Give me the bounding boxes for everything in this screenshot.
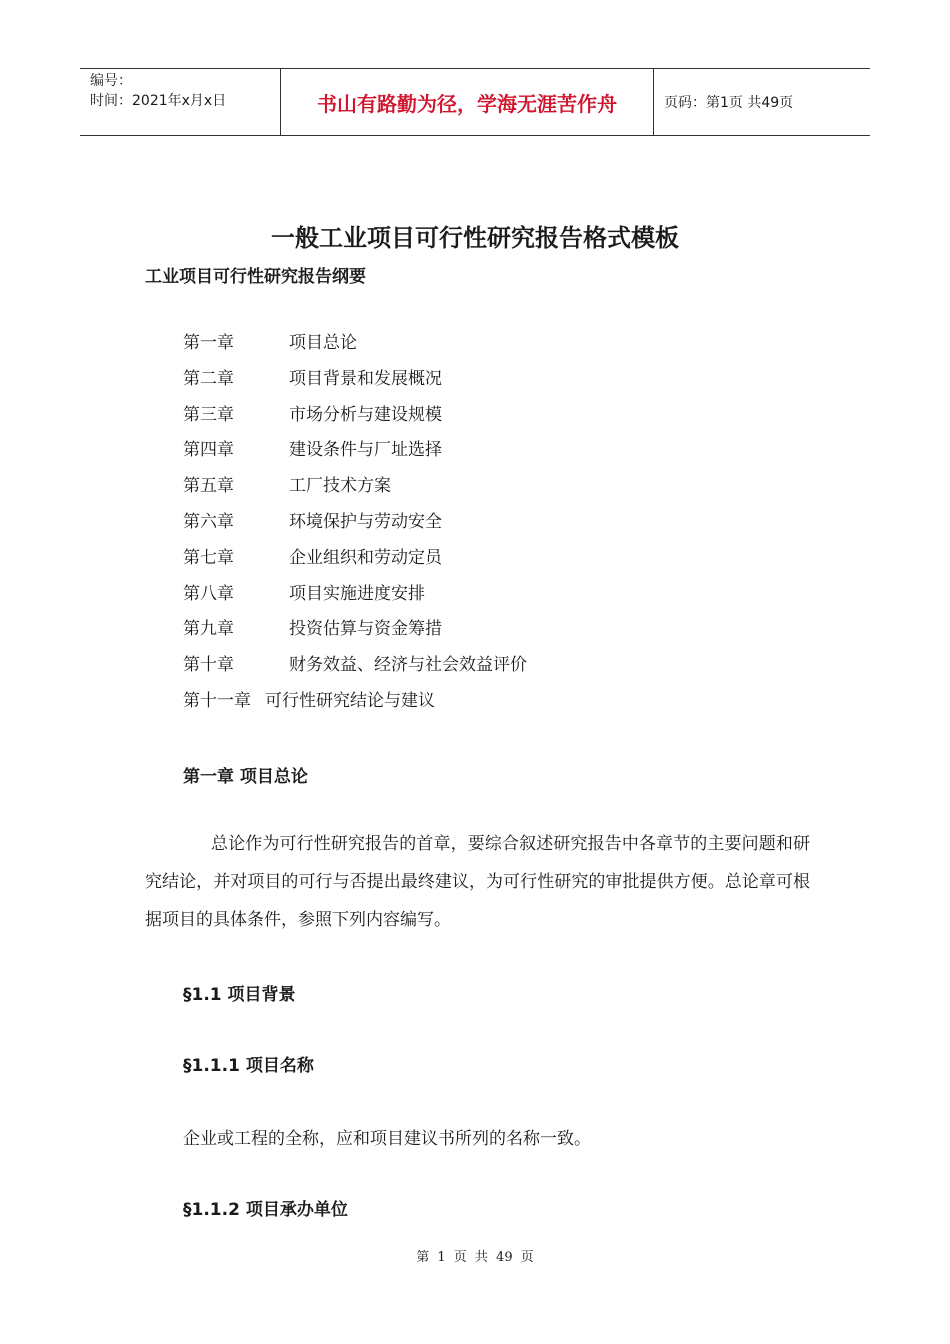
toc-item: [183, 402, 527, 438]
toc-chapter-number: 第七章: [183, 547, 234, 568]
toc-item: [183, 437, 527, 473]
toc-item: [183, 581, 527, 617]
toc-item: [183, 688, 527, 724]
toc-chapter-number: 第四章: [183, 440, 234, 461]
toc-chapter-title: 项目背景和发展概况: [289, 368, 442, 389]
toc-chapter-title: 建设条件与厂址选择: [289, 440, 442, 461]
toc-item: [183, 616, 527, 652]
header-page-info: 页码：第1页 共49页: [664, 95, 794, 111]
section-1-1-1-heading: §1.1.1 项目名称: [183, 1056, 314, 1076]
document-subtitle: 工业项目可行性研究报告纲要: [145, 267, 366, 287]
toc-item: [183, 509, 527, 545]
toc-chapter-number: 第二章: [183, 368, 234, 389]
toc-chapter-number: 第十章: [183, 655, 234, 676]
toc-chapter-number: 第八章: [183, 583, 234, 604]
toc-chapter-title: 市场分析与建设规模: [289, 404, 442, 425]
toc-chapter-number: 第三章: [183, 404, 234, 425]
toc-chapter-number: 第六章: [183, 511, 234, 532]
toc-chapter-title: 企业组织和劳动定员: [289, 547, 442, 568]
chapter-1-heading: 第一章 项目总论: [183, 767, 308, 787]
toc-chapter-number: 第十一章: [183, 690, 251, 711]
document-number-label: 编号：: [90, 73, 132, 89]
toc-chapter-title: 项目实施进度安排: [289, 583, 425, 604]
toc-chapter-title: 工厂技术方案: [289, 476, 391, 497]
toc-chapter-title: 项目总论: [289, 333, 357, 353]
section-1-1-2-heading: §1.1.2 项目承办单位: [183, 1200, 348, 1220]
toc-chapter-number: 第九章: [183, 619, 234, 640]
toc-item: [183, 652, 527, 688]
toc-chapter-title: 投资估算与资金筹措: [289, 619, 442, 640]
toc-chapter-title: 可行性研究结论与建议: [265, 690, 435, 711]
toc-chapter-number: 第五章: [183, 476, 234, 497]
header-motto: 书山有路勤为径，学海无涯苦作舟: [281, 69, 654, 135]
page-footer: 第 1 页 共 49 页: [416, 1250, 534, 1265]
toc-item: [183, 366, 527, 402]
page-header: [80, 68, 870, 136]
chapter-1-paragraph: 总论作为可行性研究报告的首章，要综合叙述研究报告中各章节的主要问题和研究结论，并对项目的可行与否提出最终建议，为可行性研究的审批提供方便。总论章可根据项目的具体条件，参照下列内容编写。: [145, 834, 810, 930]
header-meta: [80, 69, 281, 135]
toc-chapter-number: 第一章: [183, 333, 234, 353]
toc-item: [183, 473, 527, 509]
document-title: 一般工业项目可行性研究报告格式模板: [271, 224, 679, 252]
toc-item: [183, 330, 527, 366]
table-of-contents: [183, 330, 527, 724]
toc-chapter-title: 财务效益、经济与社会效益评价: [289, 655, 527, 676]
toc-item: [183, 545, 527, 581]
section-1-1-heading: §1.1 项目背景: [183, 985, 296, 1005]
toc-chapter-title: 环境保护与劳动安全: [289, 511, 442, 532]
document-time-label: 时间：2021年x月x日: [90, 93, 227, 109]
section-1-1-1-text: 企业或工程的全称，应和项目建议书所列的名称一致。: [183, 1129, 591, 1149]
